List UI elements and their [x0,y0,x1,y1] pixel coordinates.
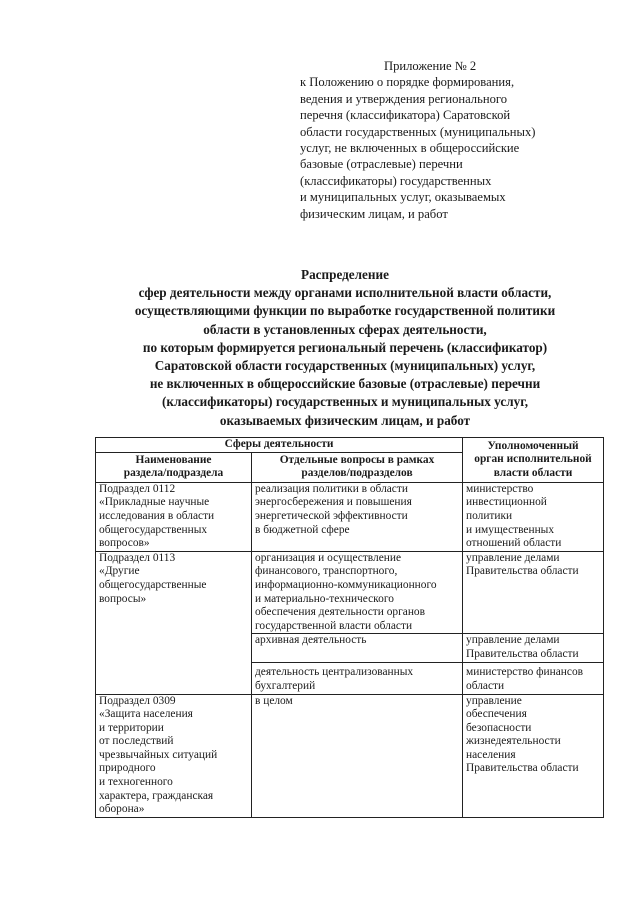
appendix-line: и муниципальных услуг, оказываемых [300,190,506,205]
heading-line: оказываемых физическим лицам, и работ [219,412,471,428]
cell-line: вопросы» [99,592,147,605]
cell-line: вопросов» [99,537,150,550]
heading-line: Саратовской области государственных (муниципальных) услуг, [154,358,536,374]
cell-line: оборона» [99,803,145,816]
distribution-table [95,437,604,818]
cell-line: энергосбережения и повышения [255,496,412,509]
authority-cell [463,694,604,817]
cell-line: в бюджетной сфере [255,523,350,536]
cell-line: в целом [255,694,293,707]
appendix-line: области государственных (муниципальных) [300,124,536,139]
question-cell [252,663,463,694]
cell-line: министерство финансов [466,666,584,679]
cell-line: управление делами [466,634,560,647]
cell-line: деятельность централизованных [255,666,414,679]
cell-line: архивная деятельность [255,634,367,647]
question-cell [252,551,463,634]
cell-line: чрезвычайных ситуаций [99,748,218,761]
header-spheres: Сферы деятельности [96,438,463,453]
appendix-line: ведения и утверждения регионального [300,91,508,106]
section-cell [96,694,252,817]
cell-line: политики [466,509,513,522]
cell-line: населения [466,748,516,761]
cell-line: от последствий [99,735,174,748]
header-authority-line: орган исполнительной [474,453,592,466]
cell-line: области [466,679,505,692]
document-heading [60,266,630,430]
question-cell [252,694,463,817]
header-questions-line: разделов/подразделов [301,467,413,480]
cell-line: Правительства области [466,565,579,578]
header-authority-line: Уполномоченный [487,439,579,452]
heading-line: осуществляющими функции по выработке государственной политики [134,303,556,319]
cell-line: управление [466,694,522,707]
appendix-line: физическим лицам, и работ [300,206,448,221]
authority-cell [463,634,604,663]
heading-line: (классификаторы) государственных и муниципальных услуг, [161,394,529,410]
appendix-line: базовые (отраслевые) перечни [300,157,463,172]
cell-line: энергетической эффективности [255,509,408,522]
appendix-line: к Положению о порядке формирования, [300,75,515,90]
appendix-block [300,58,600,222]
heading-title: Распределение [301,267,389,282]
cell-line: министерство [466,482,534,495]
appendix-line: услуг, не включенных в общероссийские [300,141,520,156]
cell-line: отношений области [466,537,562,550]
authority-cell [463,551,604,634]
cell-line: исследования в области [99,509,215,522]
header-authority [463,438,604,483]
header-authority-line: власти области [493,466,573,479]
cell-line: «Защита населения [99,708,193,721]
cell-line: финансового, транспортного, [255,565,398,578]
cell-line: обеспечения [466,708,527,721]
heading-line: области в установленных сферах деятельности, [203,321,487,337]
cell-line: Подраздел 0112 [99,482,176,495]
heading-line: по которым формируется региональный перечень (классификатор) [142,339,548,355]
heading-line: сфер деятельности между органами исполнительной власти области, [138,285,552,301]
header-section-line: Наименование [135,453,212,466]
authority-cell [463,482,604,551]
appendix-line: перечня (классификатора) Саратовской [300,108,511,123]
table-header-row [96,438,604,453]
section-cell [96,482,252,551]
cell-line: общегосударственных [99,523,208,536]
cell-line: Правительства области [466,647,579,660]
question-cell [252,634,463,663]
cell-line: и территории [99,721,164,734]
cell-line: инвестиционной [466,496,547,509]
cell-line: Подраздел 0309 [99,694,176,707]
cell-line: реализация политики в области [255,482,408,495]
header-questions-line: Отдельные вопросы в рамках [279,453,435,466]
appendix-number: Приложение № 2 [384,59,477,73]
question-cell [252,482,463,551]
header-section [96,452,252,482]
header-questions [252,452,463,482]
appendix-line: (классификаторы) государственных [300,173,492,188]
cell-line: «Другие [99,565,140,578]
cell-line: жизнедеятельности [466,735,561,748]
cell-line: Подраздел 0113 [99,551,176,564]
cell-line: и имущественных [466,523,555,536]
cell-line: общегосударственные [99,578,207,591]
cell-line: бухгалтерий [255,679,316,692]
heading-line: не включенных в общероссийские базовые (отраслевые) перечни [149,376,541,392]
cell-line: организация и осуществление [255,551,402,564]
cell-line: природного [99,762,156,775]
cell-line: «Прикладные научные [99,496,210,509]
cell-line: управление делами [466,551,560,564]
cell-line: и техногенного [99,776,173,789]
cell-line: безопасности [466,721,532,734]
authority-cell [463,663,604,694]
cell-line: и материально-технического [255,592,394,605]
cell-line: государственной власти области [255,619,413,632]
cell-line: Правительства области [466,762,579,775]
table-row [96,551,604,634]
cell-line: обеспечения деятельности органов [255,606,426,619]
cell-line: информационно-коммуникационного [255,578,437,591]
table-row [96,482,604,551]
header-section-line: раздела/подраздела [123,467,224,480]
section-cell [96,551,252,694]
table-row [96,694,604,817]
cell-line: характера, гражданская [99,789,214,802]
